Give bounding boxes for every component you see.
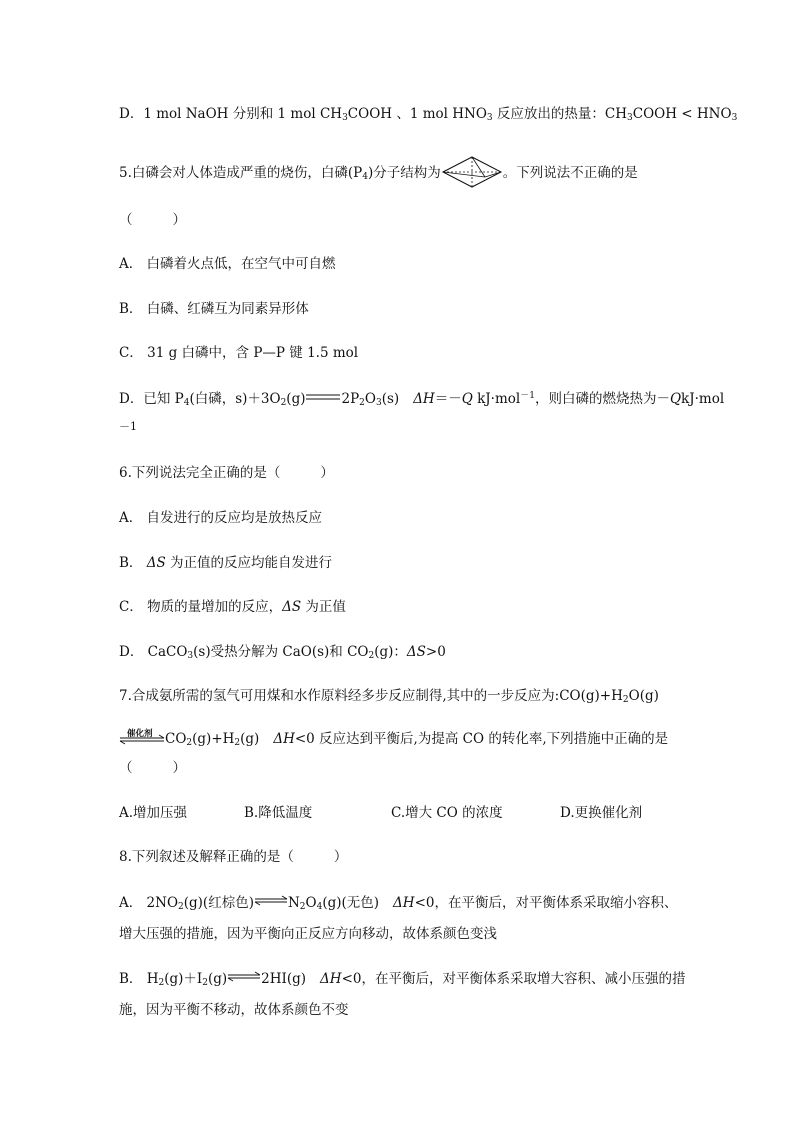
subscript: 3 bbox=[187, 651, 194, 661]
text: <0 反应达到平衡后,为提高 CO 的转化率,下列措施中正确的是 bbox=[294, 731, 669, 747]
subscript: 4 bbox=[362, 172, 368, 182]
text: kJ·mol bbox=[472, 391, 521, 407]
text: ΔH bbox=[413, 391, 435, 407]
text: 施，因为平衡不移动，故体系颜色不变 bbox=[119, 1002, 349, 1018]
text: B． bbox=[119, 555, 147, 571]
text: 7.合成氨所需的氢气可用煤和水作原料经多步反应制得,其中的一步反应为:CO(g)+H bbox=[119, 688, 623, 704]
q4-option-d bbox=[119, 105, 737, 123]
text: Q bbox=[669, 391, 682, 407]
subscript: 2 bbox=[299, 902, 306, 912]
text: )分子结构为 bbox=[367, 165, 441, 181]
catalyst-equilibrium-arrow bbox=[119, 728, 165, 746]
subscript: 2 bbox=[280, 398, 287, 408]
text: (g) bbox=[240, 731, 260, 747]
text: 反应放出的热量：CH bbox=[492, 106, 628, 122]
subscript: 2 bbox=[622, 695, 629, 705]
q6-stem bbox=[119, 464, 334, 482]
text: COOH 、1 mol HNO bbox=[347, 106, 487, 122]
text: O(g) bbox=[628, 688, 659, 704]
q7-option-b: B.降低温度 bbox=[244, 805, 313, 821]
text: ） bbox=[172, 212, 186, 228]
q5-option-a bbox=[119, 255, 336, 273]
text: C． 31 g 白磷中，含 P—P 键 1.5 mol bbox=[119, 345, 359, 361]
text: 增大压强的措施，因为平衡向正反应方向移动，故体系颜色变浅 bbox=[119, 926, 497, 942]
text: ） bbox=[172, 760, 186, 776]
q5-option-c bbox=[119, 344, 358, 362]
text: (g)： bbox=[374, 644, 407, 660]
text: 1 mol NaOH 分别和 1 mol CH bbox=[143, 106, 343, 122]
text: ） bbox=[333, 849, 348, 865]
text: C． 物质的量增加的反应， bbox=[119, 599, 283, 615]
text: (g)＋I bbox=[164, 971, 203, 987]
q7-option-a: A.增加压强 bbox=[119, 805, 188, 821]
text: 为正值的反应均能自发进行 bbox=[165, 555, 333, 571]
text: 2HI(g) bbox=[261, 971, 307, 987]
text: －1 bbox=[119, 420, 137, 433]
subscript: 3 bbox=[342, 113, 348, 123]
subscript: 2 bbox=[186, 738, 193, 748]
q7-equation-line bbox=[119, 728, 668, 748]
text: ΔH bbox=[320, 971, 342, 987]
option-label: D． bbox=[119, 106, 144, 122]
text: A． 自发进行的反应均是放热反应 bbox=[119, 510, 323, 526]
subscript: 2 bbox=[368, 651, 375, 661]
text: A． 白磷着火点低，在空气中可自燃 bbox=[119, 256, 336, 272]
text: ΔH bbox=[273, 731, 295, 747]
text: ΔS bbox=[282, 599, 302, 615]
text: (s) bbox=[381, 391, 400, 407]
subscript: 3 bbox=[731, 113, 738, 123]
text: D． CaCO bbox=[119, 644, 188, 660]
text: 6.下列说法完全正确的是（ bbox=[119, 465, 281, 481]
text: 2P bbox=[341, 391, 360, 407]
q8-stem bbox=[119, 848, 347, 866]
q5-option-b bbox=[119, 300, 309, 318]
text: 为正值 bbox=[301, 599, 346, 615]
q8-option-b bbox=[119, 969, 685, 988]
p4-tetrahedron-diagram bbox=[441, 163, 503, 181]
subscript: 3 bbox=[486, 113, 493, 123]
q6-option-a bbox=[119, 509, 322, 527]
q8-option-a bbox=[119, 893, 677, 912]
text: ΔS bbox=[406, 644, 426, 660]
superscript: －1 bbox=[520, 391, 535, 401]
subscript: 2 bbox=[359, 398, 365, 408]
text: ，则白磷的燃烧热为－ bbox=[534, 391, 670, 407]
q5-answer-paren bbox=[119, 211, 186, 229]
subscript: 4 bbox=[183, 398, 190, 408]
text: 5.白磷会对人体造成严重的烧伤，白磷(P bbox=[119, 165, 363, 181]
text: (g) bbox=[286, 391, 306, 407]
p4-tetrahedron-icon bbox=[441, 155, 503, 189]
q6-option-d bbox=[119, 643, 446, 661]
equilibrium-arrow-icon bbox=[119, 728, 165, 746]
catalyst-label: 催化剂 bbox=[127, 729, 153, 739]
q6-option-c bbox=[119, 598, 346, 616]
q5-option-d-cont bbox=[119, 418, 137, 436]
text: O bbox=[305, 895, 317, 911]
text: >0 bbox=[425, 644, 446, 660]
subscript: 2 bbox=[234, 738, 241, 748]
text: ΔH bbox=[393, 895, 415, 911]
q7-option-d: D.更换催化剂 bbox=[560, 805, 643, 821]
text: B． 白磷、红磷互为同素异形体 bbox=[119, 301, 309, 317]
equilibrium-arrow-icon bbox=[255, 893, 287, 903]
text: <0，在平衡后，对平衡体系采取缩小容积、 bbox=[414, 895, 678, 911]
subscript: 3 bbox=[375, 398, 382, 408]
subscript: 2 bbox=[202, 978, 208, 988]
text: (白磷，s)＋3O bbox=[189, 391, 281, 407]
subscript: 3 bbox=[627, 113, 633, 123]
text: N bbox=[287, 895, 300, 911]
text: 8.下列叙述及解释正确的是（ bbox=[119, 849, 294, 865]
text: （ bbox=[119, 760, 133, 776]
text: (g)(无色) bbox=[322, 895, 380, 911]
q7-option-c: C.增大 CO 的浓度 bbox=[391, 805, 503, 821]
subscript: 2 bbox=[178, 902, 184, 912]
q8-option-a-cont bbox=[119, 925, 497, 943]
q6-option-b bbox=[119, 554, 332, 572]
text: <0，在平衡后，对平衡体系采取增大容积、减小压强的措 bbox=[341, 971, 686, 987]
subscript: 2 bbox=[158, 978, 165, 988]
text: （ bbox=[119, 212, 133, 228]
equals-arrow-icon bbox=[306, 389, 340, 399]
text: A． 2NO bbox=[119, 895, 179, 911]
text: (g)(红棕色) bbox=[183, 895, 254, 911]
q5-option-d bbox=[119, 389, 724, 408]
text: COOH < HNO bbox=[632, 106, 732, 122]
q8-option-b-cont bbox=[119, 1001, 349, 1019]
q5-stem bbox=[119, 163, 638, 182]
equilibrium-arrow-icon bbox=[228, 969, 260, 979]
text: ΔS bbox=[146, 555, 166, 571]
text: (g)+H bbox=[192, 731, 235, 747]
text: kJ·mol bbox=[681, 391, 725, 407]
text: (s)受热分解为 CaO(s)和 CO bbox=[193, 644, 369, 660]
text: D．已知 P bbox=[119, 391, 184, 407]
q7-stem bbox=[119, 687, 659, 705]
text: (g) bbox=[207, 971, 228, 987]
text: B． H bbox=[119, 971, 159, 987]
text: Q bbox=[461, 391, 473, 407]
text: ） bbox=[320, 465, 334, 481]
text: CO bbox=[165, 731, 187, 747]
text: 。下列说法不正确的是 bbox=[502, 165, 638, 181]
text: ＝－ bbox=[434, 391, 462, 407]
text: O bbox=[364, 391, 376, 407]
subscript: 4 bbox=[316, 902, 323, 912]
q7-answer-paren bbox=[119, 759, 186, 777]
